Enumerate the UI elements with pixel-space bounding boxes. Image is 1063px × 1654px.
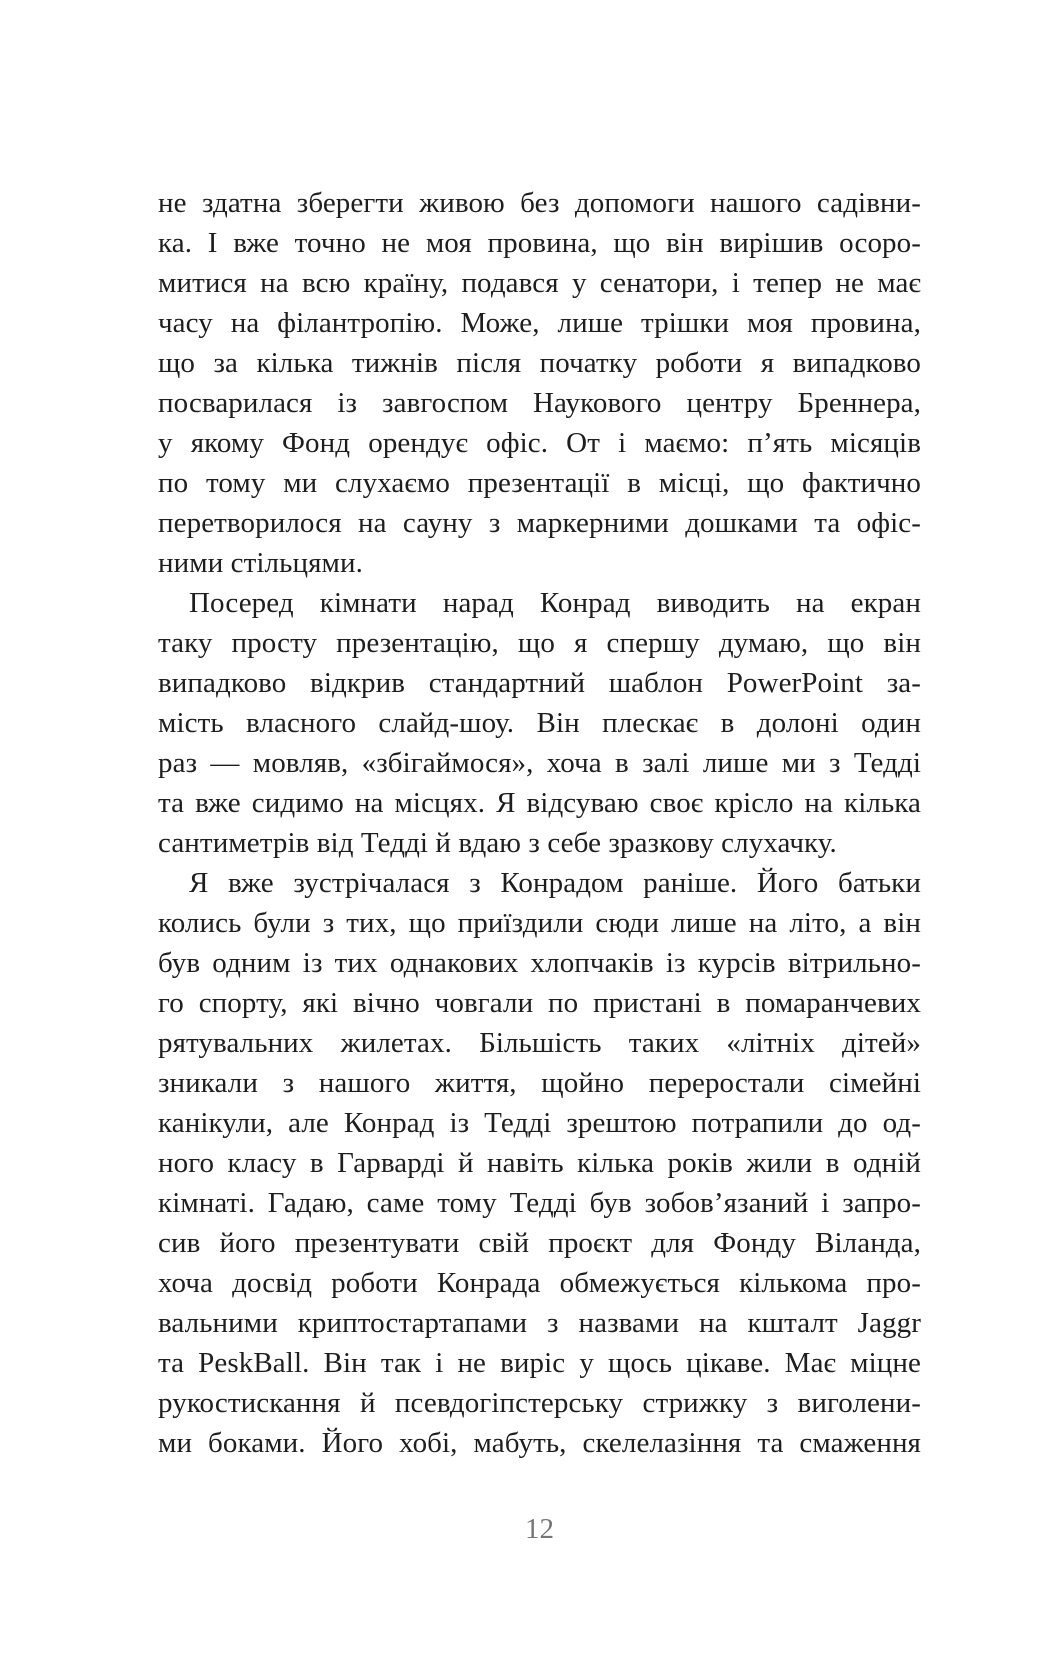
text-line: колись були з тих, що приїздили сюди лише на літо, а він [158,907,921,939]
paragraph [158,583,921,863]
text-line: ного класу в Гарварді й навіть кілька років жили в одній [158,1147,921,1179]
text-line: канікули, але Конрад із Тедді зрештою потрапили до од- [158,1107,921,1139]
text-line: сантиметрів від Тедді й вдаю з себе зразкову слухачку. [158,827,837,859]
text-line: посварилася із завгоспом Наукового центру Бреннера, [158,387,921,419]
text-line: рукостискання й псевдогіпстерську стрижку з виголени- [158,1387,921,1419]
text-line: що за кілька тижнів після початку роботи я випадково [158,347,921,379]
text-line: Посеред кімнати нарад Конрад виводить на екран [189,587,921,619]
text-line: часу на філантропію. Може, лише трішки моя провина, [158,307,921,339]
text-line: таку просту презентацію, що я спершу думаю, що він [158,627,921,659]
text-line: вальними криптостартапами з назвами на кшталт Jaggr [158,1307,921,1339]
text-line: не здатна зберегти живою без допомоги нашого садівни- [158,187,921,219]
text-line: го спорту, які вічно човгали по пристані в помаранчевих [158,987,921,1019]
paragraph [158,183,921,583]
text-line: у якому Фонд орендує офіс. От і маємо: п’ять місяців [158,427,921,459]
text-line: Я вже зустрічалася з Конрадом раніше. Його батьки [189,867,921,899]
text-line: хоча досвід роботи Конрада обмежується кількома про- [158,1267,921,1299]
text-line: митися на всю країну, подався у сенатори, і тепер не має [158,267,921,299]
text-line: та вже сидимо на місцях. Я відсуваю своє крісло на кілька [158,787,921,819]
page-number: 12 [525,1513,554,1545]
text-line: мість власного слайд-шоу. Він плескає в долоні один [158,707,921,739]
paragraph [158,863,921,1463]
text-line: по тому ми слухаємо презентації в місці, що фактично [158,467,921,499]
text-line: зникали з нашого життя, щойно переростали сімейні [158,1067,921,1099]
text-line: раз — мовляв, «збігаймося», хоча в залі лише ми з Тедді [158,747,921,779]
text-line: ними стільцями. [158,547,363,579]
text-line: рятувальних жилетах. Більшість таких «літніх дітей» [158,1027,921,1059]
text-line: ми боками. Його хобі, мабуть, скелелазіння та смаження [158,1427,921,1459]
text-line: випадково відкрив стандартний шаблон PowerPoint за- [158,667,921,699]
text-line: ка. І вже точно не моя провина, що він вирішив осоро- [158,227,921,259]
text-line: був одним із тих однакових хлопчаків із курсів вітрильно- [158,947,921,979]
text-block [158,183,921,1463]
text-line: сив його презентувати свій проєкт для Фонду Віланда, [158,1227,921,1259]
text-line: кімнаті. Гадаю, саме тому Тедді був зобов’язаний і запро- [158,1187,921,1219]
text-line: та PeskBall. Він так і не виріс у щось цікаве. Має міцне [158,1347,921,1379]
text-line: перетворилося на сауну з маркерними дошками та офіс- [158,507,921,539]
